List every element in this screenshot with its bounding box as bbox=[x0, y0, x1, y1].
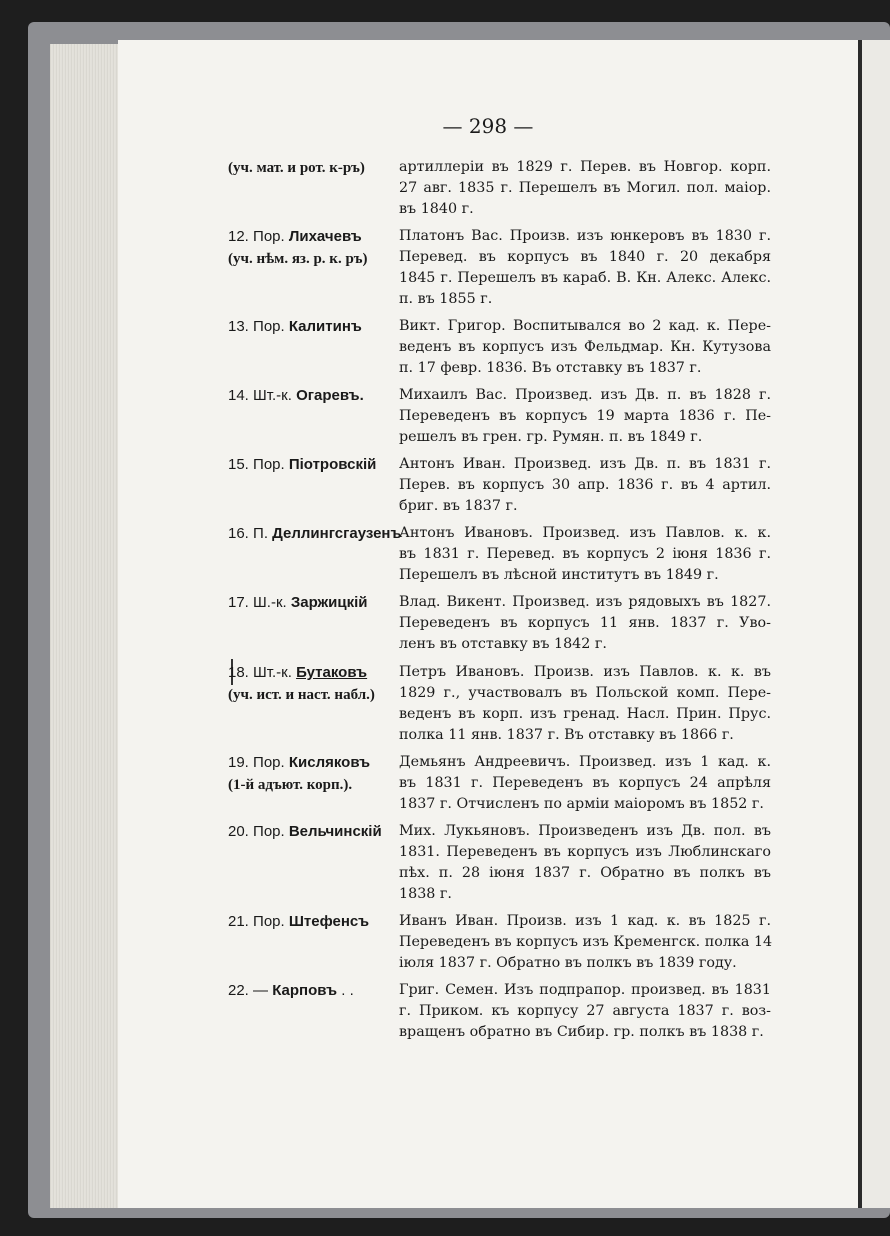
entry-text-line: г. Приком. къ корпусу 27 августа 1837 г. воз- bbox=[399, 1003, 771, 1019]
entry-number: 20. bbox=[228, 823, 249, 840]
officer-name: Заржицкiй bbox=[290, 594, 368, 611]
entry-officer bbox=[228, 454, 400, 476]
entry-text-line: бриг. въ 1837 г. bbox=[399, 498, 518, 514]
right-page-sliver bbox=[862, 40, 890, 1208]
officer-rank: Ш.-к. bbox=[253, 594, 287, 611]
entry-number: 13. bbox=[228, 318, 249, 335]
entry-officer bbox=[228, 523, 400, 545]
entry-number: 12. bbox=[228, 228, 249, 245]
entry-text-line: артиллерiи въ 1829 г. Перев. въ Новгор. корп. bbox=[399, 159, 771, 175]
entry-number: 17. bbox=[228, 594, 249, 611]
officer-rank: — bbox=[253, 982, 269, 999]
entry-text-line: Перевед. въ корпусъ въ 1840 г. 20 декабря bbox=[399, 249, 771, 265]
entry-text-line: вращенъ обратно въ Сибир. гр. полкъ въ 1838 г. bbox=[399, 1024, 764, 1040]
officer-subtitle: (уч. нѣм. яз. р. к. ръ) bbox=[228, 251, 368, 267]
officer-suffix: . . bbox=[341, 982, 354, 999]
entry-text-line: Демьянъ Андреевичъ. Произвед. изъ 1 кад. к. bbox=[399, 754, 771, 770]
officer-line bbox=[228, 316, 400, 338]
entry-text-line: Викт. Григор. Воспитывался во 2 кад. к. Пере- bbox=[399, 318, 771, 334]
officer-rank: П. bbox=[253, 525, 268, 542]
entry-officer bbox=[228, 157, 400, 179]
entry-officer bbox=[228, 592, 400, 614]
entry-officer bbox=[228, 316, 400, 338]
officer-rank: Пор. bbox=[253, 913, 285, 930]
entry-text-line: п. въ 1855 г. bbox=[399, 291, 493, 307]
entry-text bbox=[399, 752, 771, 815]
entry-text-line: полка 11 янв. 1837 г. Въ отставку въ 1866 г. bbox=[399, 727, 734, 743]
entry-text bbox=[399, 980, 771, 1043]
entry-text-line: веденъ въ корп. изъ гренад. Насл. Прин. Прус. bbox=[399, 706, 771, 722]
entry-text bbox=[399, 454, 771, 517]
entry-text-line: въ 1840 г. bbox=[399, 201, 474, 217]
entry-officer bbox=[228, 911, 400, 933]
officer-rank: Пор. bbox=[253, 754, 285, 771]
entry-text-line: Антонъ Иван. Произвед. изъ Дв. п. въ 1831 г. bbox=[399, 456, 771, 472]
entry-text-line: Переведенъ въ корпусъ 19 марта 1836 г. Пе- bbox=[399, 408, 771, 424]
entry-text-line: 1838 г. bbox=[399, 886, 452, 902]
page-edges bbox=[50, 44, 122, 1208]
book-page bbox=[118, 40, 858, 1208]
entry-text-line: Переведенъ въ корпусъ 11 янв. 1837 г. Уво- bbox=[399, 615, 771, 631]
officer-rank: Пор. bbox=[253, 318, 285, 335]
officer-line bbox=[228, 523, 400, 545]
entry-text bbox=[399, 226, 771, 310]
entry-text-line: въ 1831 г. Переведенъ въ корпусъ 24 апрѣля bbox=[399, 775, 771, 791]
officer-name: Пiотровскiй bbox=[288, 456, 377, 473]
entry-text-line: веденъ въ корпусъ изъ Фельдмар. Кн. Кутузова bbox=[399, 339, 771, 355]
entry-text-line: ленъ въ отставку въ 1842 г. bbox=[399, 636, 607, 652]
entry-text-line: Платонъ Вас. Произв. изъ юнкеровъ въ 1830 г. bbox=[399, 228, 771, 244]
officer-name: Вельчинскiй bbox=[288, 823, 382, 840]
entry-text-line: въ 1831 г. Перевед. въ корпусъ 2 iюня 1836 г. bbox=[399, 546, 771, 562]
officer-rank: Шт.-к. bbox=[253, 664, 292, 681]
officer-subtitle: (уч. мат. и рот. к-ръ) bbox=[228, 160, 365, 176]
entry-officer bbox=[228, 226, 400, 270]
officer-name: Деллингсгаузенъ bbox=[272, 525, 402, 542]
officer-rank: Шт.-к. bbox=[253, 387, 292, 404]
page-number: — 298 — bbox=[442, 114, 534, 138]
entry-text-line: iюля 1837 г. Обратно въ полкъ въ 1839 году. bbox=[399, 955, 737, 971]
officer-name: Огаревъ. bbox=[296, 387, 364, 404]
officer-line bbox=[228, 385, 400, 407]
entry-text-line: 1837 г. Отчисленъ по армiи маiоромъ въ 1852 г. bbox=[399, 796, 764, 812]
entry-text bbox=[399, 592, 771, 655]
entry-text bbox=[399, 157, 771, 220]
officer-line bbox=[228, 911, 400, 933]
entry-text-line: пѣх. п. 28 iюня 1837 г. Обратно въ полкъ въ bbox=[399, 865, 771, 881]
entry-text-line: 1829 г., участвовалъ въ Польской комп. Пере- bbox=[399, 685, 771, 701]
entry-text bbox=[399, 911, 771, 974]
officer-subtitle: (уч. ист. и наст. набл.) bbox=[228, 687, 375, 703]
officer-rank: Пор. bbox=[253, 456, 285, 473]
officer-rank: Пор. bbox=[253, 823, 285, 840]
officer-name: Карповъ bbox=[272, 982, 338, 999]
entry-officer bbox=[228, 662, 400, 706]
entry-text-line: 1845 г. Перешелъ въ караб. В. Кн. Алекс. Алекс. bbox=[399, 270, 771, 286]
officer-line bbox=[228, 980, 400, 1002]
entry-text-line: Петръ Ивановъ. Произв. изъ Павлов. к. к. въ bbox=[399, 664, 771, 680]
officer-name: Лихачевъ bbox=[288, 228, 362, 245]
entry-text-line: Михаилъ Вас. Произвед. изъ Дв. п. въ 1828 г. bbox=[399, 387, 771, 403]
entry-text-line: Мих. Лукьяновъ. Произведенъ изъ Дв. пол. въ bbox=[399, 823, 771, 839]
entry-text bbox=[399, 662, 771, 746]
officer-name: Калитинъ bbox=[288, 318, 362, 335]
entry-number: 15. bbox=[228, 456, 249, 473]
officer-name: Бутаковъ bbox=[296, 664, 368, 681]
entry-officer bbox=[228, 752, 400, 796]
officer-line bbox=[228, 662, 400, 684]
entry-number: 22. bbox=[228, 982, 249, 999]
entry-text-line: Антонъ Ивановъ. Произвед. изъ Павлов. к. к. bbox=[399, 525, 771, 541]
entry-text bbox=[399, 385, 771, 448]
entry-text bbox=[399, 821, 771, 905]
entry-officer bbox=[228, 385, 400, 407]
entry-text-line: Перев. въ корпусъ 30 апр. 1836 г. въ 4 артил. bbox=[399, 477, 771, 493]
officer-line bbox=[228, 454, 400, 476]
entry-text-line: Влад. Викент. Произвед. изъ рядовыхъ въ 1827. bbox=[399, 594, 771, 610]
entry-text-line: 27 авг. 1835 г. Перешелъ въ Могил. пол. маiор. bbox=[399, 180, 771, 196]
entry-text-line: Иванъ Иван. Произв. изъ 1 кад. к. въ 1825 г. bbox=[399, 913, 771, 929]
entry-number: 19. bbox=[228, 754, 249, 771]
entry-text-line: Переведенъ въ корпусъ изъ Кременгск. полка 14 bbox=[399, 934, 773, 950]
entry-text-line: 1831. Переведенъ въ корпусъ изъ Люблинскаго bbox=[399, 844, 771, 860]
officer-line bbox=[228, 226, 400, 248]
officer-rank: Пор. bbox=[253, 228, 285, 245]
entry-text bbox=[399, 523, 771, 586]
entry-number: 18. bbox=[228, 664, 249, 681]
entry-officer bbox=[228, 980, 400, 1002]
officer-line bbox=[228, 821, 400, 843]
entry-text-line: п. 17 февр. 1836. Въ отставку въ 1837 г. bbox=[399, 360, 702, 376]
entry-text-line: Перешелъ въ лѣсной институтъ въ 1849 г. bbox=[399, 567, 719, 583]
entry-number: 16. bbox=[228, 525, 249, 542]
officer-subtitle: (1-й адъют. корп.). bbox=[228, 777, 353, 793]
officer-line bbox=[228, 592, 400, 614]
officer-name: Кисляковъ bbox=[288, 754, 371, 771]
officer-name: Штефенсъ bbox=[288, 913, 370, 930]
entry-text-line: Григ. Семен. Изъ подпрапор. произвед. въ 1831 bbox=[399, 982, 771, 998]
entry-text bbox=[399, 316, 771, 379]
entry-number: 21. bbox=[228, 913, 249, 930]
officer-line bbox=[228, 752, 400, 774]
entry-officer bbox=[228, 821, 400, 843]
entry-text-line: решелъ въ грен. гр. Румян. п. въ 1849 г. bbox=[399, 429, 703, 445]
entry-number: 14. bbox=[228, 387, 249, 404]
